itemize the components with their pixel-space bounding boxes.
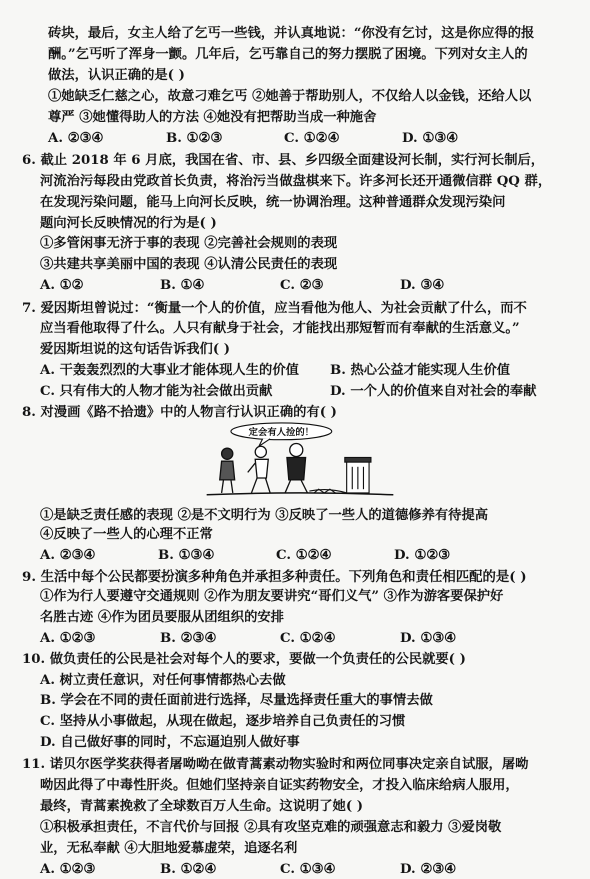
q11-option-b: B. ①②④ <box>160 862 217 877</box>
q11-option-a: A. ①②③ <box>40 862 96 877</box>
q9-text-line-1: 9. 生活中每个公民都要扮演多种角色并承担多种责任。下列角色和责任相匹配的是( ) <box>22 569 527 585</box>
q7-text-line-3: 爱因斯坦说的这句话告诉我们( ) <box>40 342 231 357</box>
q8-option-b: B. ①③④ <box>158 548 215 563</box>
q6-option-a: A. ①② <box>40 278 84 293</box>
q5-statement-line-1: ①她缺乏仁慈之心，故意刁难乞丐 ②她善于帮助别人，不仅给人以金钱，还给人以 <box>48 89 532 104</box>
q6-option-d: D. ③④ <box>400 278 445 293</box>
q11-text-line-2: 呦因此得了中毒性肝炎。但她们坚持亲自证实药物安全，才投入临床给病人服用， <box>40 778 519 793</box>
q5-text-line-3: 做法，认识正确的是( ) <box>48 68 185 83</box>
q9-options <box>40 629 510 648</box>
speech-bubble <box>231 423 332 446</box>
q9-statement-line-1: ①作为行人要遵守交通规则 ②作为朋友要讲究“哥们义气” ③作为游客要保护好 <box>40 589 504 604</box>
q6-text-line-2: 河流治污每段由党政首长负责，将治污当做盘棋来下。许多河长还开通微信群 QQ 群， <box>40 174 552 189</box>
q10-option-d: D. 自己做好事的同时，不忘逼迫别人做好事 <box>40 735 300 750</box>
q8-options <box>40 546 504 565</box>
q10-option-a: A. 树立责任意识，对任何事情都热心去做 <box>40 673 286 688</box>
q7-text-line-1: 7. 爱因斯坦曾说过：“衡量一个人的价值，应当看他为他人、为社会贡献了什么，而不 <box>22 301 527 316</box>
q6-option-b: B. ①④ <box>160 278 205 293</box>
q5-text-line-2: 酬。”乞丐听了浑身一颤。几年后，乞丐靠自己的努力摆脱了困境。下列对女主人的 <box>48 47 528 62</box>
q10-text-line: 10. 做负责任的公民是社会对每个人的要求，要做一个负责任的公民就要( ) <box>22 652 466 667</box>
q9-option-a: A. ①②③ <box>40 631 96 646</box>
q7-options-row-1 <box>40 361 510 380</box>
q6-statement-line-2: ③共建共享美丽中国的表现 ④认清公民责任的表现 <box>40 257 338 272</box>
q9-option-c: C. ①②④ <box>280 631 336 646</box>
q11-options <box>40 860 500 879</box>
speech-bubble-text: 定会有人捡的！ <box>248 427 314 439</box>
q7-option-d: D. 一个人的价值来自对社会的奉献 <box>330 384 537 399</box>
q10-option-b: B. 学会在不同的责任面前进行选择，尽量选择责任重大的事情去做 <box>40 693 433 708</box>
q8-statement-line-2: ④反映了一些人的心理不正常 <box>40 527 213 542</box>
q5-option-c: C. ①②④ <box>284 131 340 146</box>
q8-option-c: C. ①②④ <box>276 548 332 563</box>
q6-options <box>40 276 510 295</box>
trash-bin-icon <box>345 457 371 492</box>
q6-text-line-3: 在发现污染问题，能马上向河长反映，统一协调治理。这种普通群众发现污染问 <box>40 195 506 210</box>
q11-statement-line-1: ①积极承担责任，不言代价与回报 ②具有攻坚克难的顽强意志和毅力 ③爱岗敬 <box>40 820 502 835</box>
q9-statement-line-2: 名胜古迹 ④作为团员要服从团组织的安排 <box>40 610 284 625</box>
q5-text-line-1: 砖块，最后，女主人给了乞丐一些钱，并认真地说：“你没有乞讨，这是你应得的报 <box>48 26 535 41</box>
q11-statement-line-2: 业，无私奉献 ④大胆地爱慕虚荣，追逐名利 <box>40 841 298 856</box>
q7-text-line-2: 应当看他取得了什么。人只有献身于社会，才能找出那短暂而有奉献的生活意义。” <box>40 321 520 336</box>
q11-option-c: C. ①③④ <box>280 862 336 877</box>
cartoon-illustration <box>200 422 400 506</box>
q5-option-b: B. ①②③ <box>166 131 223 146</box>
q11-text-line-1: 11. 诺贝尔医学奖获得者屠呦呦在做青蒿素动物实验时和两位同事决定亲自试服，屠呦 <box>22 757 529 772</box>
q6-statement-line-1: ①多管闲事无济于事的表现 ②完善社会规则的表现 <box>40 236 338 251</box>
q6-text-line-1: 6. 截止 2018 年 6 月底，我国在省、市、县、乡四级全面建设河长制，实行河长制后， <box>22 153 545 168</box>
q5-option-d: D. ①③④ <box>402 131 459 146</box>
q5-options <box>48 129 512 148</box>
q7-option-c: C. 只有伟大的人物才能为社会做出贡献 <box>40 384 273 399</box>
q8-statement-line-1: ①是缺乏责任感的表现 ②是不文明行为 ③反映了一些人的道德修养有待提高 <box>40 508 489 523</box>
q5-statement-line-2: 尊严 ③她懂得助人的方法 ④她没有把帮助当成一种施舍 <box>48 110 377 125</box>
q11-text-line-3: 最终，青蒿素挽救了全球数百万人生命。这说明了她( ) <box>40 799 364 814</box>
q7-option-b: B. 热心公益才能实现人生价值 <box>330 363 511 378</box>
person-3-figure <box>285 443 307 492</box>
q7-option-a: A. 干轰轰烈烈的大事业才能体现人生的价值 <box>40 363 299 378</box>
q9-option-b: B. ②③④ <box>160 631 217 646</box>
person-1-figure <box>220 448 235 493</box>
q11-option-d: D. ②③④ <box>400 862 457 877</box>
q8-option-d: D. ①②③ <box>394 548 451 563</box>
q8-text-line: 8. 对漫画《路不拾遗》中的人物言行认识正确的有( ) <box>22 405 337 420</box>
q6-text-line-4: 题向河长反映情况的行为是( ) <box>40 216 217 231</box>
q7-options-row-2 <box>40 382 536 401</box>
q10-option-c: C. 坚持从小事做起，从现在做起，逐步培养自己负责任的习惯 <box>40 714 406 729</box>
q9-option-d: D. ①③④ <box>400 631 457 646</box>
q5-option-a: A. ②③④ <box>48 131 104 146</box>
q8-option-a: A. ②③④ <box>40 548 96 563</box>
q6-option-c: C. ②③ <box>280 278 324 293</box>
person-2-figure <box>248 446 270 493</box>
